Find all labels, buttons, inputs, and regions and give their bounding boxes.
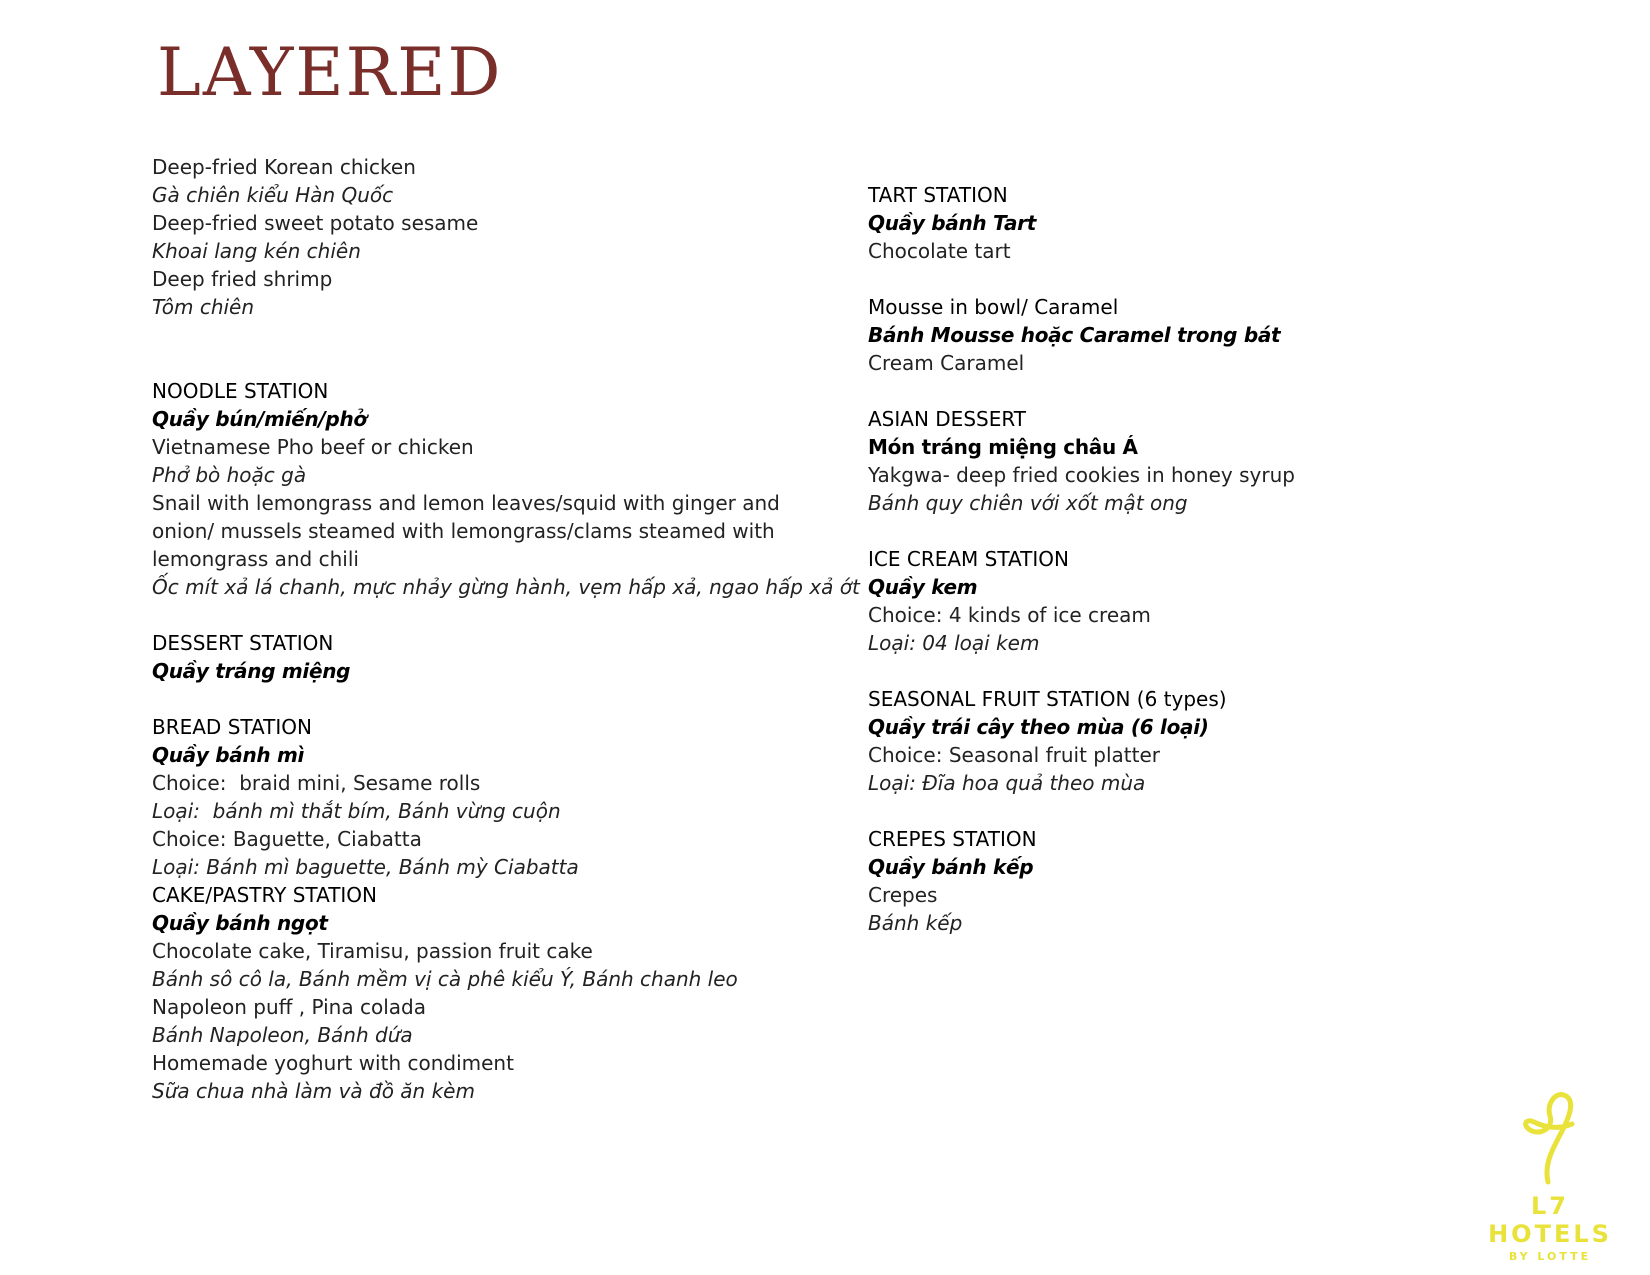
menu-item-vi: Tôm chiên [152,295,255,319]
ice-cream-station [868,545,1468,657]
section-title: DESSERT STATION [152,631,334,655]
menu-item: Crepes [868,883,938,907]
section-title-vi: Bánh Mousse hoặc Caramel trong bát [868,323,1281,347]
menu-item: Choice: braid mini, Sesame rolls [152,771,481,795]
section-title: CREPES STATION [868,827,1037,851]
menu-item-vi: Bánh Napoleon, Bánh dứa [152,1023,413,1047]
menu-item-vi: Khoai lang kén chiên [152,239,361,263]
menu-right-column [868,181,1468,937]
section-title-vi: Món tráng miệng châu Á [868,435,1138,459]
menu-left-column [152,153,860,1105]
menu-item: Choice: 4 kinds of ice cream [868,603,1151,627]
section-title: TART STATION [868,183,1008,207]
section-title-vi: Quầy bánh mì [152,743,305,767]
section-title: ASIAN DESSERT [868,407,1026,431]
menu-item: Choice: Baguette, Ciabatta [152,827,422,851]
l7-script-icon [1510,1090,1590,1190]
menu-item: Chocolate cake, Tiramisu, passion fruit cake [152,939,593,963]
menu-item: Deep-fried sweet potato sesame [152,211,479,235]
menu-item-vi: Ốc mít xả lá chanh, mực nhảy gừng hành, vẹm hấp xả, ngao hấp xả ớt [152,575,860,599]
section-title: Mousse in bowl/ Caramel [868,295,1119,319]
menu-item-vi: Loại: bánh mì thắt bím, Bánh vừng cuộn [152,799,561,823]
menu-item: Deep-fried Korean chicken [152,155,416,179]
crepes-station [868,825,1468,937]
asian-dessert [868,405,1468,517]
menu-item: Vietnamese Pho beef or chicken [152,435,474,459]
tart-station [868,181,1468,265]
brand-title: LAYERED [157,34,503,111]
menu-item: Chocolate tart [868,239,1011,263]
cake-pastry-station [152,881,812,1105]
menu-item-vi: Loại: Bánh mì baguette, Bánh mỳ Ciabatta [152,855,579,879]
menu-item: Choice: Seasonal fruit platter [868,743,1161,767]
menu-item-vi: Loại: 04 loại kem [868,631,1040,655]
section-title-vi: Quầy bánh Tart [868,211,1036,235]
menu-item: Napoleon puff , Pina colada [152,995,426,1019]
section-title-vi: Quầy tráng miệng [152,659,351,683]
section-title: CAKE/PASTRY STATION [152,883,378,907]
section-title-vi: Quầy bún/miến/phở [152,407,367,431]
menu-item-vi: Bánh sô cô la, Bánh mềm vị cà phê kiểu Ý, Bánh chanh leo [152,967,738,991]
section-title-vi: Quầy bánh kếp [868,855,1034,879]
noodle-station [152,377,860,601]
section-title-vi: Quầy kem [868,575,978,599]
menu-item: Snail with lemongrass and lemon leaves/squid with ginger and onion/ mussels steamed with lemongrass/clams steamed with lemongrass and chili [152,491,780,571]
section-title: SEASONAL FRUIT STATION (6 types) [868,687,1227,711]
bread-station [152,713,812,881]
menu-item: Yakgwa- deep fried cookies in honey syrup [868,463,1295,487]
section-title: NOODLE STATION [152,379,329,403]
section-title: BREAD STATION [152,715,312,739]
menu-item-vi: Phở bò hoặc gà [152,463,307,487]
l7-hotels-logo [1470,1090,1630,1263]
logo-name: L7 HOTELS [1488,1192,1612,1248]
menu-item-vi: Bánh kếp [868,911,963,935]
menu-item-vi: Bánh quy chiên với xốt mật ong [868,491,1188,515]
dessert-station [152,629,812,685]
fried-items [152,153,812,321]
seasonal-fruit-station [868,685,1468,797]
logo-sub: BY LOTTE [1508,1250,1592,1263]
section-title-vi: Quầy trái cây theo mùa (6 loại) [868,715,1209,739]
menu-item: Cream Caramel [868,351,1025,375]
menu-item-vi: Sữa chua nhà làm và đồ ăn kèm [152,1079,475,1103]
menu-item: Homemade yoghurt with condiment [152,1051,514,1075]
section-title: ICE CREAM STATION [868,547,1069,571]
menu-item-vi: Loại: Đĩa hoa quả theo mùa [868,771,1146,795]
menu-item: Deep fried shrimp [152,267,333,291]
menu-item-vi: Gà chiên kiểu Hàn Quốc [152,183,394,207]
section-title-vi: Quầy bánh ngọt [152,911,328,935]
mousse-station [868,293,1468,377]
